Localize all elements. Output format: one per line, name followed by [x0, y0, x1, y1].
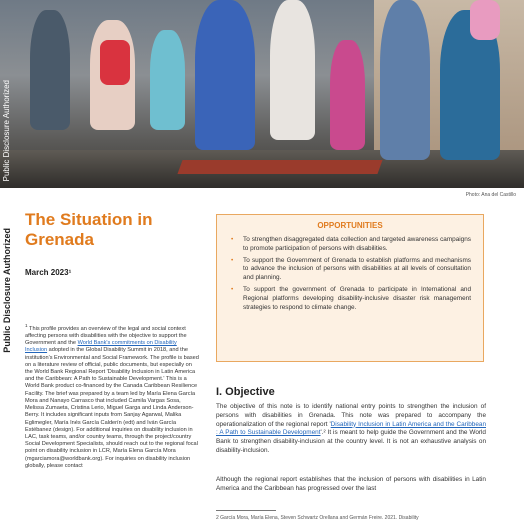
photo-figure [270, 0, 315, 140]
regional-report-link[interactable]: Disability Inclusion in Latin America and the Caribbean : A Path to Sustainable Development [216, 420, 486, 437]
opportunity-item: • To support the government of Grenada to participate in International and Regional platforms developing disability-inclusive disaster risk management strategies to respond to climate change. [229, 286, 471, 312]
photo-curb [177, 160, 382, 174]
photo-credit: Photo: Ana del Castillo [465, 192, 516, 198]
photo-figure [150, 30, 185, 130]
footnote-text-post: adopted in the Global Disability Summit in 2018, and the institution's Environmental and Social Framework. The profile is based on a literature review of official, public documents, but especially on the World Bank Regional Report 'Disability Inclusion in Latin America and the Caribbean: A Path to Sustainable Development.' This is a World Bank product co-financed by the Canada Caribbean Resilience Facility. The brief was prepared by a team led by María Elena García Mora and Nanayo Carrasco that included Camila Vargas Sosa, Melissa Zumaeta, Cristina Lerio, Miguel Garga and Linda Anderson-Berry. It includes significant inputs from Sanjay Agarwal, Malika Eglimegler, María Inés García Calderín (edt) and Iván García Estébanez (design). For additional inquiries on disability inclusion in LAC, task teams, and/or country teams, through the project/country Social Development Specialists, should reach out to the regional focal point on disability inclusion in LCR, María Elena García Mora (mgarciamora@worldbank.org). For inquiries on disability inclusion globally, please contact [25, 347, 199, 469]
photo-side-text: Public Disclosure Authorized [2, 80, 11, 182]
photo-figure [470, 0, 500, 40]
objective-text-pre: The objective of this note is to identify national entry points to strengthen the inclusion of persons with disabilities in Grenada. This note was prepared to accompany the operationalization of the regional report ' [216, 403, 486, 428]
page-title: The Situation in Grenada [25, 210, 153, 249]
photo-figure [30, 10, 70, 130]
section-heading-objective: I. Objective [216, 386, 275, 398]
footnote-number: 1 [25, 323, 28, 328]
opportunities-heading: OPPORTUNITIES [317, 221, 383, 230]
photo-figure [380, 0, 430, 160]
opportunity-item: • To strengthen disaggregated data collection and targeted awareness campaigns to promote participation of persons with disabilities. [229, 236, 471, 254]
opportunities-box [216, 214, 484, 362]
objective-text-post: '.² It is meant to help guide the Government and the World Bank to strengthen disability-inclusion at the country level. It is not an exhaustive analysis on disability-inclusion. [216, 429, 486, 454]
footnote-divider [216, 510, 276, 511]
sidebar-disclosure-text: Public Disclosure Authorized [2, 228, 12, 353]
footnote-2: 2 García Mora, María Elena, Steven Schwartz Orellana and Germán Freire. 2021. Disability [216, 515, 419, 521]
cover-photo [0, 0, 524, 188]
objective-paragraph-2: Although the regional report establishes that the inclusion of persons with disabilities in Latin America and the Caribbean has progressed over the last [216, 476, 486, 492]
photo-figure [195, 0, 255, 150]
opportunity-item: • To support the Government of Grenada to establish platforms and mechanisms to advance the inclusion of persons with disabilities at all levels of consultation and planning. [229, 257, 471, 283]
publication-date: March 2023¹ [25, 268, 72, 277]
footnote-1 [25, 322, 200, 470]
photo-figure [330, 40, 365, 150]
opportunities-list [229, 236, 471, 312]
footnote-text-pre: This profile provides an overview of the legal and social context affecting persons with disabilities with the objective to support the Government and the [25, 325, 187, 347]
footnote-link[interactable]: World Bank's commitments on Disability Inclusion [25, 340, 177, 354]
objective-paragraph [216, 403, 486, 456]
photo-figure [100, 40, 130, 85]
